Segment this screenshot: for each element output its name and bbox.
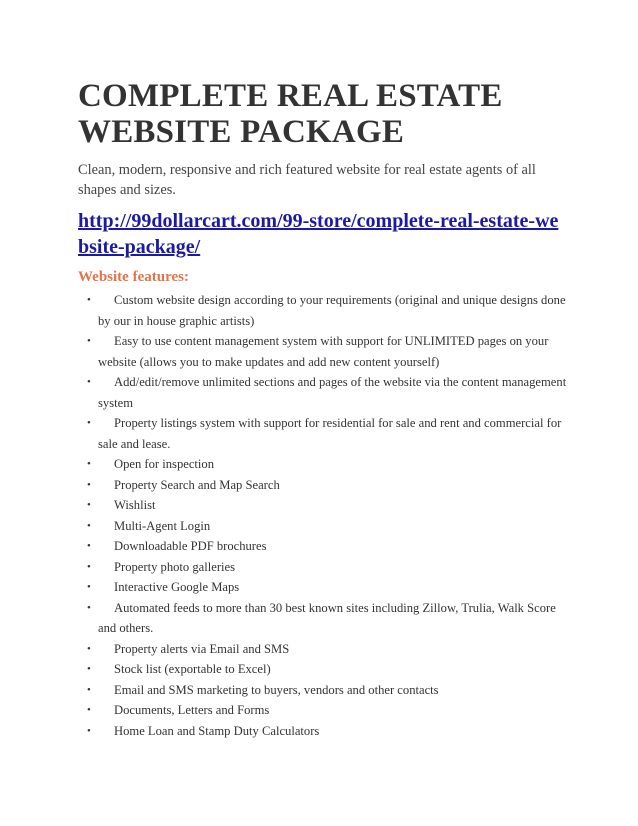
bullet-icon: • xyxy=(87,499,91,511)
bullet-icon: • xyxy=(87,581,91,593)
list-item-text: Wishlist xyxy=(114,498,156,512)
list-item xyxy=(78,577,568,598)
list-item xyxy=(78,475,568,496)
bullet-icon: • xyxy=(87,560,91,573)
bullet-icon: • xyxy=(87,335,91,347)
list-item-text: Documents, Letters and Forms xyxy=(114,703,270,717)
document-page xyxy=(78,78,568,741)
list-item-text: Home Loan and Stamp Duty Calculators xyxy=(114,723,320,738)
bullet-icon: • xyxy=(87,724,91,737)
list-item xyxy=(78,331,568,372)
bullet-icon: • xyxy=(87,478,91,491)
list-item-text: Custom website design according to your requirements (original and unique designs done by our in house graphic artists) xyxy=(98,293,566,328)
list-item-text: Property alerts via Email and SMS xyxy=(114,641,290,656)
list-item xyxy=(78,598,568,639)
list-item xyxy=(78,700,568,721)
list-item xyxy=(78,516,568,537)
list-item xyxy=(78,290,568,331)
bullet-icon: • xyxy=(87,519,91,532)
list-item-text: Property photo galleries xyxy=(114,559,236,574)
features-heading: Website features: xyxy=(78,269,189,285)
list-item-text: Property Search and Map Search xyxy=(114,477,280,492)
list-item-text: Add/edit/remove unlimited sections and pages of the website via the content management system xyxy=(98,375,567,410)
list-item xyxy=(78,659,568,680)
list-item xyxy=(78,372,568,413)
bullet-icon: • xyxy=(87,663,91,675)
bullet-icon: • xyxy=(87,683,91,696)
list-item-text: Property listings system with support for residential for sale and rent and commercial for sale and lease. xyxy=(98,416,562,451)
list-item-text: Downloadable PDF brochures xyxy=(114,539,267,553)
list-item-text: Open for inspection xyxy=(114,457,215,471)
page-title: COMPLETE REAL ESTATE WEBSITE PACKAGE xyxy=(78,78,503,150)
list-item xyxy=(78,454,568,475)
bullet-icon: • xyxy=(87,417,91,429)
list-item xyxy=(78,680,568,701)
list-item-text: Multi-Agent Login xyxy=(114,518,211,533)
bullet-icon: • xyxy=(87,540,91,552)
features-list xyxy=(78,290,568,741)
list-item xyxy=(78,495,568,516)
list-item-text: Email and SMS marketing to buyers, vendors and other contacts xyxy=(114,682,439,697)
bullet-icon: • xyxy=(87,704,91,716)
list-item xyxy=(78,536,568,557)
list-item xyxy=(78,557,568,578)
list-item-text: Stock list (exportable to Excel) xyxy=(114,662,271,676)
list-item-text: Automated feeds to more than 30 best known sites including Zillow, Trulia, Walk Score and others. xyxy=(98,600,556,635)
list-item xyxy=(78,639,568,660)
list-item-text: Easy to use content management system with support for UNLIMITED pages on your website (allows you to make updates and add new content yourself) xyxy=(98,334,549,369)
page-subtitle: Clean, modern, responsive and rich featured website for real estate agents of all shapes and sizes. xyxy=(78,162,536,198)
list-item-text: Interactive Google Maps xyxy=(114,580,240,594)
bullet-icon: • xyxy=(87,294,91,306)
bullet-icon: • xyxy=(87,376,91,388)
bullet-icon: • xyxy=(87,601,91,614)
list-item xyxy=(78,413,568,454)
bullet-icon: • xyxy=(87,642,91,655)
list-item xyxy=(78,721,568,742)
package-link[interactable]: http://99dollarcart.com/99-store/complete-real-estate-website-package/ xyxy=(78,210,559,258)
bullet-icon: • xyxy=(87,458,91,470)
